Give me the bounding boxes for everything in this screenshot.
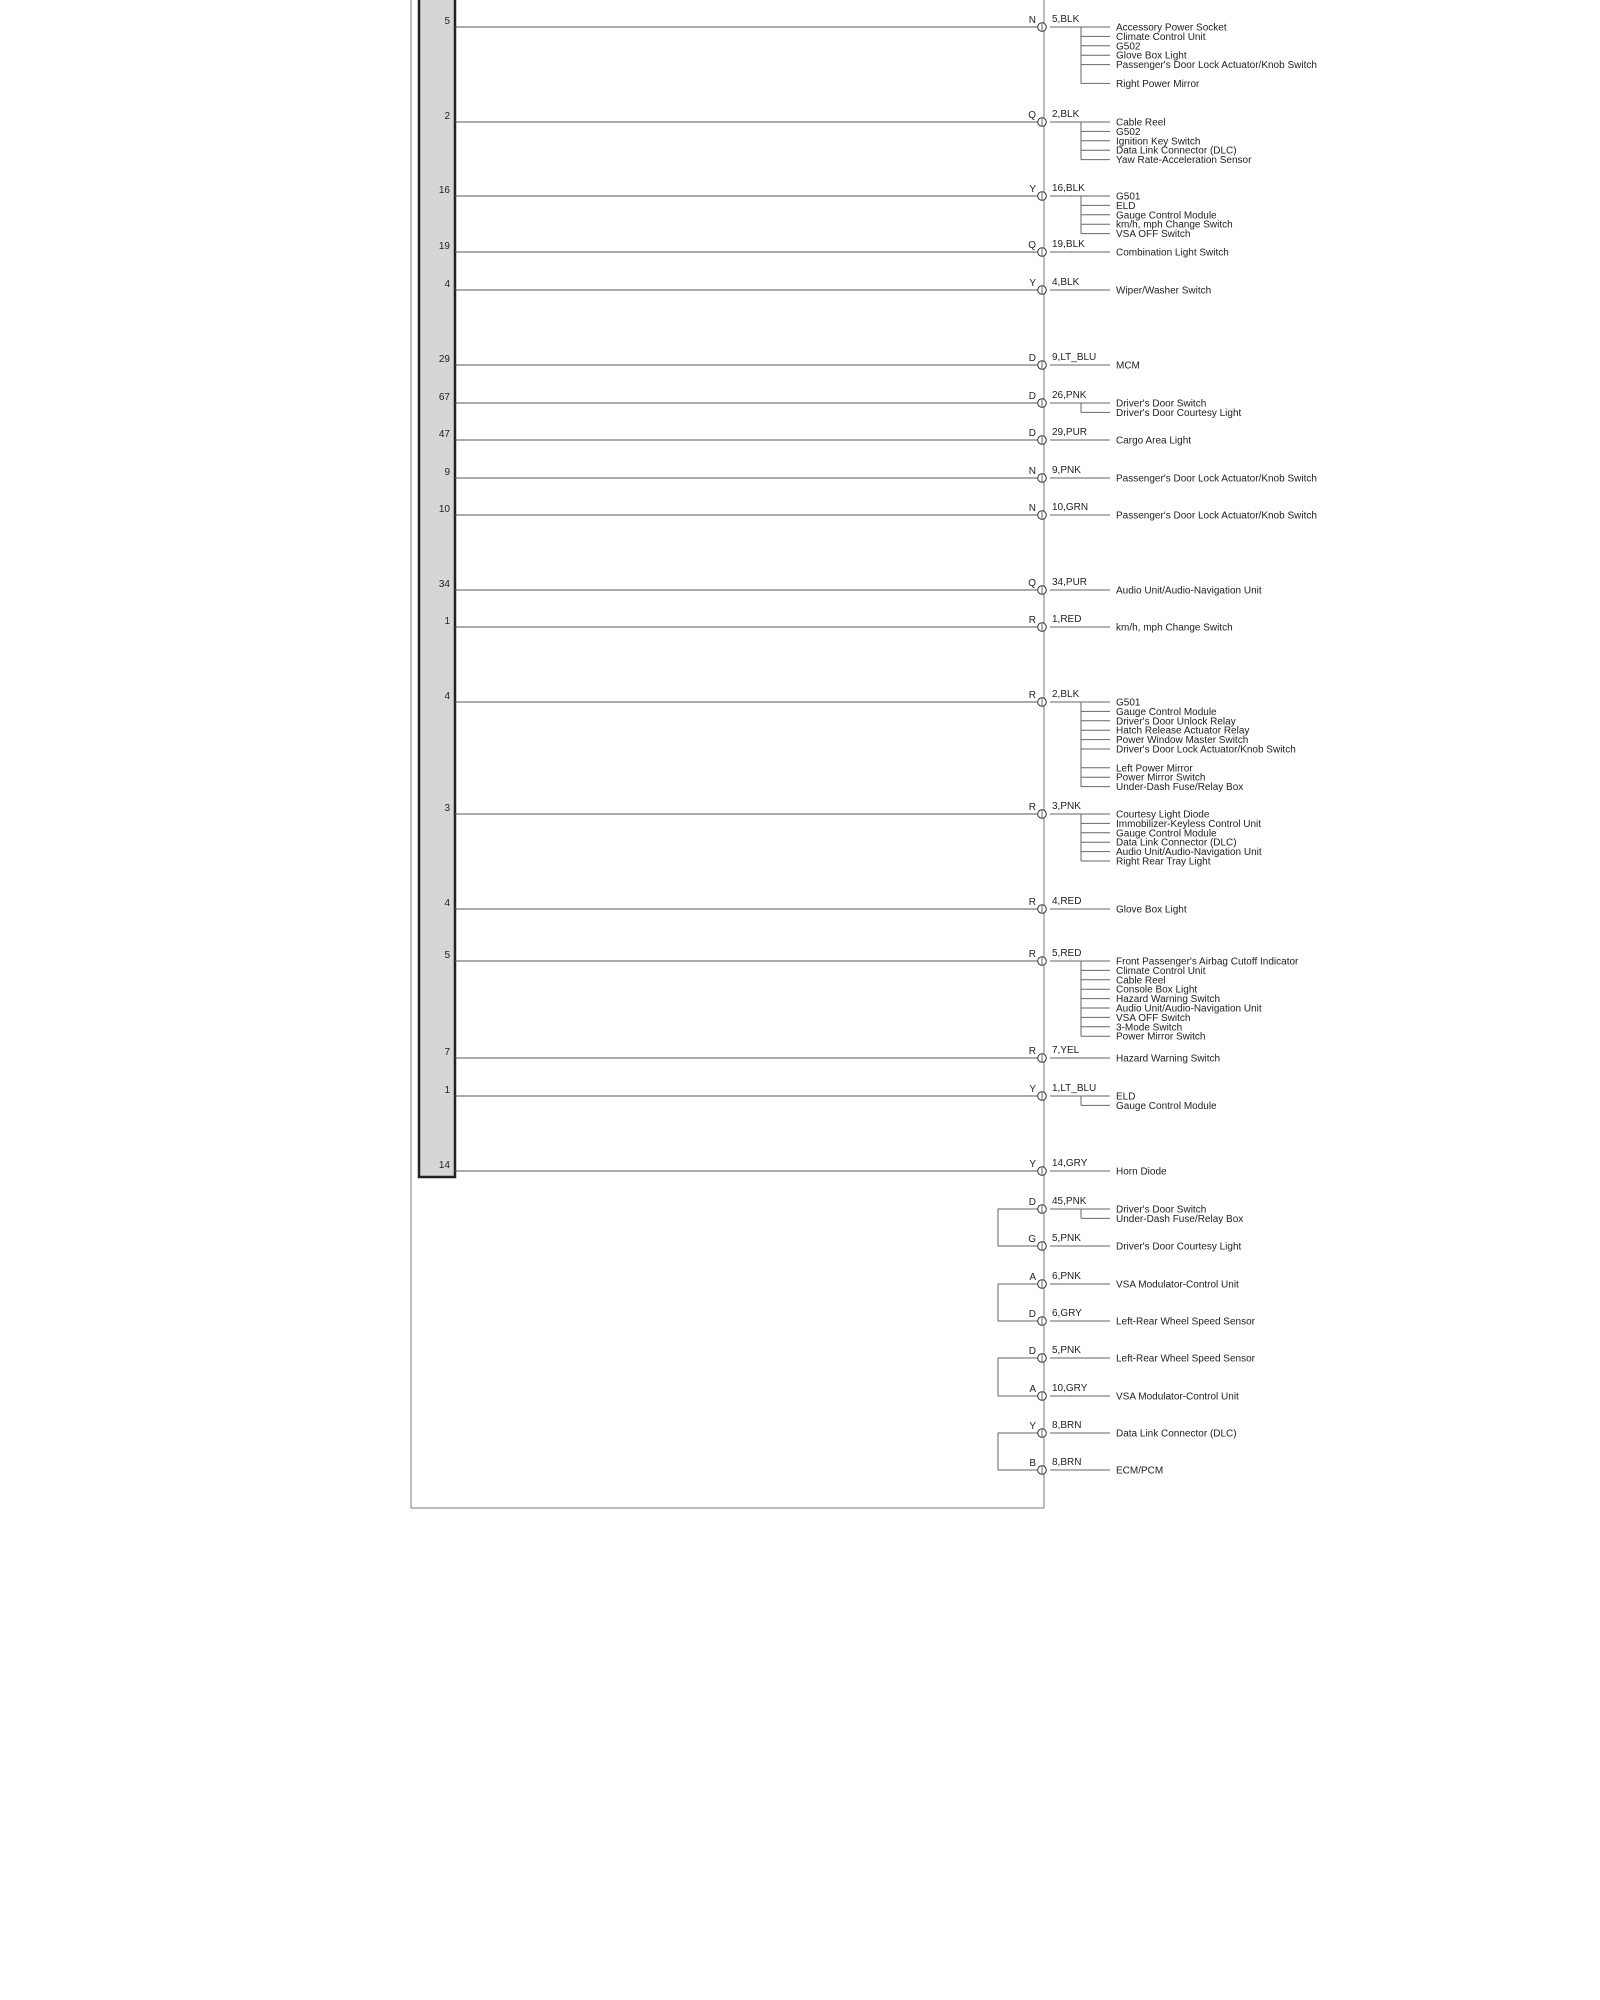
pin-number: 4 — [444, 279, 450, 290]
component-label: VSA Modulator-Control Unit — [1116, 1279, 1239, 1291]
component-label: Gauge Control Module — [1116, 706, 1217, 718]
wire-color-label: 8,BRN — [1052, 1457, 1082, 1468]
wire-row — [444, 465, 1316, 485]
component-label: Cargo Area Light — [1116, 435, 1192, 447]
wire-row — [439, 239, 1229, 259]
component-label: Combination Light Switch — [1116, 247, 1229, 259]
component-label: Driver's Door Switch — [1116, 1204, 1207, 1216]
wire-color-label: 19,BLK — [1052, 239, 1085, 250]
wire-row — [444, 948, 1299, 1043]
component-label: Driver's Door Lock Actuator/Knob Switch — [1116, 744, 1296, 756]
component-label: km/h, mph Change Switch — [1116, 219, 1233, 231]
wire-row — [439, 577, 1262, 597]
connector-letter: D — [1028, 428, 1036, 439]
wire-color-label: 34,PUR — [1052, 577, 1088, 588]
wire-color-label: 9,LT_BLU — [1052, 352, 1097, 363]
component-label: Cable Reel — [1116, 975, 1166, 987]
wire-color-label: 2,BLK — [1052, 689, 1080, 700]
pin-number: 34 — [438, 579, 450, 590]
component-label: ELD — [1116, 1091, 1136, 1103]
wire-row — [444, 614, 1232, 634]
component-label: Power Mirror Switch — [1116, 1031, 1206, 1043]
connector-letter: Y — [1029, 1421, 1036, 1432]
component-label: Driver's Door Courtesy Light — [1116, 407, 1242, 419]
wire-row — [444, 896, 1186, 916]
wire-row — [444, 109, 1252, 166]
wire-color-label: 4,RED — [1052, 896, 1082, 907]
component-label: Left Power Mirror — [1116, 763, 1193, 775]
wire-list — [439, 14, 1317, 1178]
component-label: Gauge Control Module — [1116, 210, 1217, 222]
component-label: VSA Modulator-Control Unit — [1116, 1391, 1239, 1403]
pin-number: 5 — [444, 16, 450, 27]
component-label: Accessory Power Socket — [1116, 22, 1227, 34]
wire-color-label: 8,BRN — [1052, 1420, 1082, 1431]
component-label: Data Link Connector (DLC) — [1116, 837, 1237, 849]
wire-color-label: 5,PNK — [1052, 1233, 1081, 1244]
wire-color-label: 1,RED — [1052, 614, 1082, 625]
connector-letter: A — [1029, 1272, 1036, 1283]
component-label: Console Box Light — [1116, 984, 1198, 996]
connector-letter: R — [1028, 690, 1036, 701]
connector-letter: D — [1028, 353, 1036, 364]
connector-letter: Y — [1029, 1084, 1036, 1095]
component-label: Gauge Control Module — [1116, 1100, 1217, 1112]
pin-number: 47 — [438, 429, 450, 440]
component-label: Hazard Warning Switch — [1116, 1053, 1221, 1065]
pin-number: 3 — [444, 803, 450, 814]
pin-number: 16 — [438, 185, 450, 196]
connector-letter: D — [1028, 1197, 1036, 1208]
wire-color-label: 3,PNK — [1052, 801, 1081, 812]
wire-color-label: 26,PNK — [1052, 390, 1087, 401]
wire-color-label: 16,BLK — [1052, 183, 1085, 194]
wire-row — [439, 390, 1242, 419]
connector-letter: A — [1029, 1384, 1036, 1395]
pin-number: 5 — [444, 950, 450, 961]
jumper-pair — [998, 1271, 1256, 1328]
wire-color-label: 1,LT_BLU — [1052, 1083, 1097, 1094]
component-label: G501 — [1116, 697, 1141, 709]
wire-row — [439, 1158, 1167, 1178]
component-label: Under-Dash Fuse/Relay Box — [1116, 1213, 1244, 1225]
component-label: Power Mirror Switch — [1116, 772, 1206, 784]
component-label: Audio Unit/Audio-Navigation Unit — [1116, 847, 1262, 859]
wire-row — [444, 1045, 1220, 1065]
component-label: Hatch Release Actuator Relay — [1116, 725, 1250, 737]
connector-letter: R — [1028, 897, 1036, 908]
component-label: Passenger's Door Lock Actuator/Knob Switch — [1116, 510, 1317, 522]
component-label: Left-Rear Wheel Speed Sensor — [1116, 1316, 1255, 1328]
component-label: Wiper/Washer Switch — [1116, 285, 1212, 297]
component-label: G502 — [1116, 126, 1141, 138]
component-label: 3-Mode Switch — [1116, 1022, 1183, 1034]
wire-color-label: 5,BLK — [1052, 14, 1080, 25]
wire-color-label: 6,PNK — [1052, 1271, 1081, 1282]
connector-letter: N — [1028, 503, 1036, 514]
component-label: Front Passenger's Airbag Cutoff Indicator — [1116, 956, 1299, 968]
wire-color-label: 9,PNK — [1052, 465, 1081, 476]
wire-row — [444, 801, 1261, 868]
component-label: Immobilizer-Keyless Control Unit — [1116, 818, 1262, 830]
component-label: Passenger's Door Lock Actuator/Knob Switch — [1116, 473, 1317, 485]
component-label: Gauge Control Module — [1116, 828, 1217, 840]
wire-color-label: 29,PUR — [1052, 427, 1088, 438]
component-label: Right Rear Tray Light — [1116, 856, 1211, 868]
component-label: Left-Rear Wheel Speed Sensor — [1116, 1353, 1255, 1365]
component-label: Glove Box Light — [1116, 50, 1187, 62]
wire-color-label: 10,GRN — [1052, 502, 1089, 513]
connector-letter: R — [1028, 615, 1036, 626]
component-label: Horn Diode — [1116, 1166, 1167, 1178]
component-label: Power Window Master Switch — [1116, 735, 1249, 747]
pin-number: 1 — [444, 1085, 450, 1096]
connector-letter: Q — [1028, 240, 1036, 251]
wire-row — [439, 352, 1140, 372]
wire-color-label: 7,YEL — [1052, 1045, 1080, 1056]
jumper-list — [998, 1196, 1256, 1477]
component-label: Climate Control Unit — [1116, 31, 1206, 43]
component-label: Data Link Connector (DLC) — [1116, 1428, 1237, 1440]
connector-letter: D — [1028, 391, 1036, 402]
wire-color-label: 6,GRY — [1052, 1308, 1082, 1319]
pin-number: 2 — [444, 111, 450, 122]
component-label: Hazard Warning Switch — [1116, 994, 1221, 1006]
component-label: Courtesy Light Diode — [1116, 809, 1210, 821]
component-label: Audio Unit/Audio-Navigation Unit — [1116, 585, 1262, 597]
wire-color-label: 45,PNK — [1052, 1196, 1087, 1207]
jumper-pair — [998, 1196, 1243, 1253]
component-label: MCM — [1116, 360, 1140, 372]
component-label: ELD — [1116, 200, 1136, 212]
wire-row — [439, 502, 1317, 522]
connector-letter: R — [1028, 949, 1036, 960]
connector-letter: G — [1028, 1234, 1036, 1245]
connector-letter: Y — [1029, 184, 1036, 195]
connector-letter: D — [1028, 1346, 1036, 1357]
pin-number: 10 — [438, 504, 450, 515]
wire-row — [444, 14, 1316, 90]
pin-number: 4 — [444, 898, 450, 909]
connector-letter: R — [1028, 1046, 1036, 1057]
connector-letter: N — [1028, 15, 1036, 26]
component-label: Right Power Mirror — [1116, 78, 1200, 90]
wire-row — [444, 689, 1295, 793]
component-label: ECM/PCM — [1116, 1465, 1164, 1477]
pin-number: 67 — [438, 392, 450, 403]
component-label: Climate Control Unit — [1116, 965, 1206, 977]
connector-letter: Q — [1028, 578, 1036, 589]
component-label: Yaw Rate-Acceleration Sensor — [1116, 155, 1252, 167]
component-label: Ignition Key Switch — [1116, 136, 1201, 148]
component-label: G501 — [1116, 191, 1141, 203]
wire-color-label: 4,BLK — [1052, 277, 1080, 288]
component-label: Glove Box Light — [1116, 904, 1187, 916]
component-label: VSA OFF Switch — [1116, 1012, 1191, 1024]
pin-number: 14 — [438, 1160, 450, 1171]
wire-row — [444, 1083, 1217, 1112]
wire-row — [444, 277, 1211, 297]
connector-letter: D — [1028, 1309, 1036, 1320]
pin-number: 4 — [444, 691, 450, 702]
pin-number: 7 — [444, 1047, 450, 1058]
connector-letter: R — [1028, 802, 1036, 813]
wire-color-label: 5,PNK — [1052, 1345, 1081, 1356]
component-label: Cable Reel — [1116, 117, 1166, 129]
component-label: Audio Unit/Audio-Navigation Unit — [1116, 1003, 1262, 1015]
component-label: Under-Dash Fuse/Relay Box — [1116, 782, 1244, 794]
wire-color-label: 5,RED — [1052, 948, 1082, 959]
diagram-frame — [411, 0, 1044, 1508]
wire-row — [439, 427, 1191, 447]
jumper-pair — [998, 1420, 1237, 1477]
component-label: G502 — [1116, 41, 1141, 53]
pin-number: 19 — [438, 241, 450, 252]
pin-number: 29 — [438, 354, 450, 365]
connector-letter: Y — [1029, 278, 1036, 289]
component-label: Driver's Door Switch — [1116, 398, 1207, 410]
wire-row — [439, 183, 1233, 240]
component-label: Driver's Door Unlock Relay — [1116, 716, 1236, 728]
pin-number: 9 — [444, 467, 450, 478]
component-label: Passenger's Door Lock Actuator/Knob Switch — [1116, 60, 1317, 72]
wire-color-label: 2,BLK — [1052, 109, 1080, 120]
component-label: VSA OFF Switch — [1116, 229, 1191, 241]
connector-letter: N — [1028, 466, 1036, 477]
connector-letter: Q — [1028, 110, 1036, 121]
component-label: Driver's Door Courtesy Light — [1116, 1241, 1242, 1253]
connector-letter: B — [1029, 1458, 1036, 1469]
wire-color-label: 10,GRY — [1052, 1383, 1088, 1394]
component-label: km/h, mph Change Switch — [1116, 622, 1233, 634]
pin-number: 1 — [444, 616, 450, 627]
component-label: Data Link Connector (DLC) — [1116, 145, 1237, 157]
wire-color-label: 14,GRY — [1052, 1158, 1088, 1169]
jumper-pair — [998, 1345, 1256, 1403]
connector-letter: Y — [1029, 1159, 1036, 1170]
